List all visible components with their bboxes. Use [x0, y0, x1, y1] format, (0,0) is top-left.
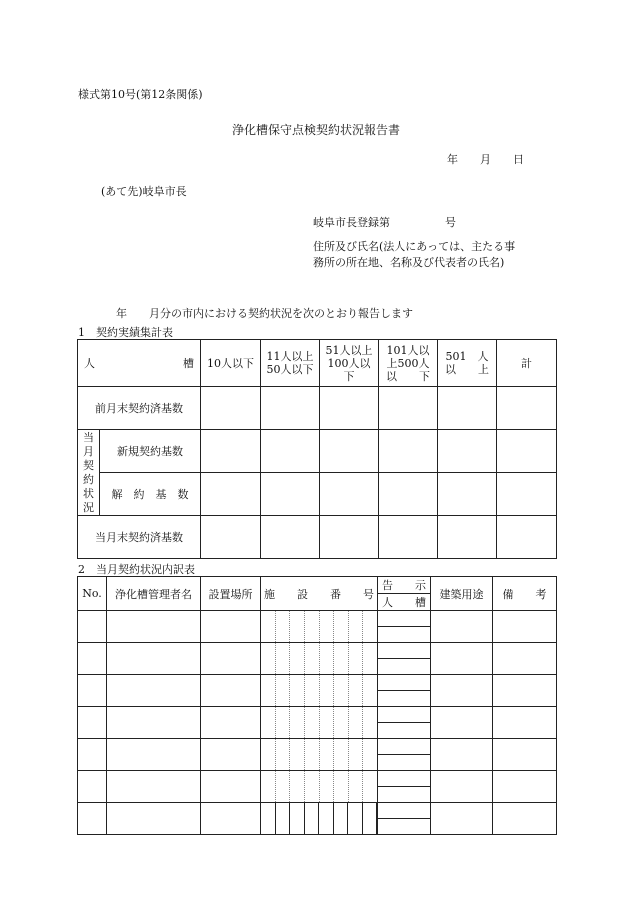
facility-digit-slot: [334, 739, 349, 770]
header-10-or-less: 10人以下: [201, 340, 261, 387]
cell[interactable]: [438, 430, 497, 473]
tank-subcell: [378, 658, 430, 674]
facility-digit-slot: [334, 707, 349, 738]
facility-digit-slot: [261, 707, 276, 738]
cell[interactable]: [497, 516, 557, 559]
cell[interactable]: [438, 387, 497, 430]
registration-number: 岐阜市長登録第 号: [313, 216, 456, 229]
header-tank-capacity: 人 槽: [378, 593, 430, 610]
facility-digit-slot: [334, 675, 349, 706]
facility-digit-slot: [290, 675, 305, 706]
cell-note[interactable]: [493, 611, 557, 643]
table-row: [78, 803, 557, 835]
cell-use[interactable]: [431, 707, 493, 739]
intro-text: 年 月分の市内における契約状況を次のとおり報告します: [116, 307, 413, 320]
facility-digit-slot: [363, 707, 377, 738]
facility-digit-grid: [261, 771, 377, 802]
tank-subcell: [378, 771, 430, 786]
header-person: 人: [84, 357, 95, 370]
cell-use[interactable]: [431, 675, 493, 707]
header-51-100-line3: 下: [343, 369, 355, 383]
cell[interactable]: [497, 387, 557, 430]
cell-use[interactable]: [431, 643, 493, 675]
cell-no[interactable]: [78, 771, 107, 803]
cell-facility[interactable]: [261, 675, 378, 707]
cell-use[interactable]: [431, 611, 493, 643]
section-2-heading: 2 当月契約状況内訳表: [78, 563, 195, 576]
cell-place[interactable]: [201, 707, 261, 739]
cell[interactable]: [320, 473, 379, 516]
cell-note[interactable]: [493, 803, 557, 835]
facility-digit-slot: [261, 803, 276, 834]
facility-digit-slot: [276, 643, 291, 674]
cell-facility[interactable]: [261, 643, 378, 675]
cell-tank[interactable]: [378, 739, 431, 771]
tank-split: [378, 803, 430, 834]
header-remarks: 備 考: [493, 577, 557, 611]
header-51-100: [320, 340, 379, 387]
facility-digit-slot: [363, 611, 377, 642]
facility-digit-slot: [320, 611, 335, 642]
facility-digit-slot: [363, 739, 377, 770]
cell-note[interactable]: [493, 643, 557, 675]
cell-manager[interactable]: [107, 611, 201, 643]
table-row: [78, 771, 557, 803]
table-row: [78, 739, 557, 771]
facility-digit-slot: [320, 739, 335, 770]
cell-manager[interactable]: [107, 803, 201, 835]
cell-place[interactable]: [201, 803, 261, 835]
header-total: 計: [497, 340, 557, 387]
tank-subcell: [378, 626, 430, 642]
facility-digit-slot: [334, 803, 349, 834]
facility-digit-slot: [305, 675, 320, 706]
cell-facility[interactable]: [261, 611, 378, 643]
cell-manager[interactable]: [107, 707, 201, 739]
cell-no[interactable]: [78, 611, 107, 643]
table-row: [78, 675, 557, 707]
tank-subcell: [378, 803, 430, 818]
facility-digit-slot: [363, 675, 377, 706]
facility-digit-slot: [320, 771, 335, 802]
cell[interactable]: [261, 430, 320, 473]
cell[interactable]: [320, 516, 379, 559]
facility-digit-slot: [305, 739, 320, 770]
cell[interactable]: [261, 387, 320, 430]
facility-digit-slot: [290, 771, 305, 802]
section-1-heading: 1 契約実績集計表: [78, 326, 173, 339]
form-number: 様式第10号(第12条関係): [78, 88, 203, 101]
tank-subcell: [378, 643, 430, 658]
cell-place[interactable]: [201, 739, 261, 771]
row-prev-month-contracts: 前月末契約済基数: [78, 387, 201, 430]
tank-subcell: [378, 786, 430, 802]
header-501-plus: [438, 340, 497, 387]
facility-digit-slot: [276, 707, 291, 738]
header-notice: 告 示: [382, 579, 426, 592]
cell-facility[interactable]: [261, 739, 378, 771]
addressee: (あて先)岐阜市長: [101, 185, 187, 198]
cell-tank[interactable]: [378, 803, 431, 835]
cell-tank[interactable]: [378, 675, 431, 707]
facility-digit-slot: [276, 739, 291, 770]
cell-no[interactable]: [78, 707, 107, 739]
facility-digit-slot: [305, 771, 320, 802]
facility-digit-slot: [261, 739, 276, 770]
facility-digit-slot: [348, 803, 363, 834]
facility-digit-grid: [261, 675, 377, 706]
header-11-50: [261, 340, 320, 387]
cell-facility[interactable]: [261, 707, 378, 739]
facility-digit-slot: [334, 611, 349, 642]
date-line: 年 月 日: [447, 153, 524, 166]
facility-digit-slot: [334, 643, 349, 674]
header-51-100-line1: 51人以上: [325, 343, 373, 357]
cell-facility[interactable]: [261, 771, 378, 803]
cell[interactable]: [261, 473, 320, 516]
header-building-use: 建築用途: [431, 577, 493, 611]
header-no: No.: [78, 577, 107, 611]
cell-note[interactable]: [493, 675, 557, 707]
cell-manager[interactable]: [107, 643, 201, 675]
cell-place[interactable]: [201, 675, 261, 707]
facility-digit-slot: [261, 771, 276, 802]
header-51-100-line2: 100人以: [327, 356, 371, 370]
facility-digit-slot: [305, 707, 320, 738]
cell[interactable]: [438, 516, 497, 559]
tank-subcell: [378, 707, 430, 722]
facility-digit-slot: [290, 611, 305, 642]
cell-place[interactable]: [201, 643, 261, 675]
cell-no[interactable]: [78, 739, 107, 771]
tank-split: [378, 771, 430, 802]
cell-no[interactable]: [78, 675, 107, 707]
tank-subcell: [378, 754, 430, 770]
row-month-end-contracts: 当月末契約済基数: [78, 516, 201, 559]
cell[interactable]: [379, 387, 438, 430]
facility-digit-slot: [319, 803, 334, 834]
facility-digit-slot: [261, 675, 276, 706]
facility-digit-slot: [334, 771, 349, 802]
cell[interactable]: [320, 430, 379, 473]
cell-note[interactable]: [493, 707, 557, 739]
header-101-500-line1: 101人以: [386, 343, 430, 357]
cell[interactable]: [379, 430, 438, 473]
tank-split: [378, 675, 430, 706]
address-line-2: 務所の所在地、名称及び代表者の氏名): [313, 256, 505, 269]
header-tank: 槽: [183, 357, 194, 370]
cell[interactable]: [201, 387, 261, 430]
facility-digit-slot: [305, 611, 320, 642]
header-101-500-line3: 以 下: [386, 369, 430, 383]
facility-digit-slot: [261, 643, 276, 674]
facility-digit-slot: [349, 675, 364, 706]
cell[interactable]: [379, 516, 438, 559]
cell-use[interactable]: [431, 771, 493, 803]
table-row: [78, 643, 557, 675]
facility-digit-grid: [261, 803, 377, 834]
header-install-place: 設置場所: [201, 577, 261, 611]
header-101-500-line2: 上500人: [386, 356, 430, 370]
facility-digit-slot: [349, 707, 364, 738]
cell-facility[interactable]: [261, 803, 378, 835]
form-title: 浄化槽保守点検契約状況報告書: [232, 123, 401, 137]
facility-digit-slot: [349, 643, 364, 674]
cell[interactable]: [438, 473, 497, 516]
table-row: [78, 707, 557, 739]
header-11-50-line1: 11人以上: [266, 350, 314, 363]
header-facility-number: 施 設 番 号: [261, 577, 378, 611]
cell-place[interactable]: [201, 611, 261, 643]
cell-manager[interactable]: [107, 675, 201, 707]
header-501-plus-line1: 501 人: [445, 350, 489, 363]
header-11-50-line2: 50人以下: [266, 363, 314, 376]
cell[interactable]: [379, 473, 438, 516]
facility-digit-grid: [261, 611, 377, 642]
cell-use[interactable]: [431, 803, 493, 835]
tank-subcell: [378, 690, 430, 706]
cell[interactable]: [497, 430, 557, 473]
facility-digit-slot: [363, 803, 378, 834]
tank-subcell: [378, 722, 430, 738]
facility-digit-slot: [363, 643, 377, 674]
cell[interactable]: [201, 430, 261, 473]
table-row: [78, 611, 557, 643]
facility-digit-slot: [276, 771, 291, 802]
tank-subcell: [378, 739, 430, 754]
facility-digit-slot: [276, 803, 291, 834]
facility-digit-slot: [349, 771, 364, 802]
cell-note[interactable]: [493, 771, 557, 803]
facility-digit-slot: [363, 771, 377, 802]
cell[interactable]: [261, 516, 320, 559]
facility-digit-slot: [290, 803, 305, 834]
facility-digit-grid: [261, 643, 377, 674]
facility-digit-slot: [290, 707, 305, 738]
facility-digit-slot: [320, 643, 335, 674]
tank-subcell: [378, 611, 430, 626]
facility-digit-slot: [305, 643, 320, 674]
cell-use[interactable]: [431, 739, 493, 771]
facility-digit-slot: [349, 611, 364, 642]
row-cancellations: 解 約 基 数: [100, 473, 201, 516]
header-person-tank: [78, 340, 201, 387]
address-line-1: 住所及び氏名(法人にあっては、主たる事: [313, 240, 516, 253]
tank-subcell: [378, 675, 430, 690]
cell[interactable]: [201, 473, 261, 516]
row-new-contracts: 新規契約基数: [100, 430, 201, 473]
facility-digit-slot: [349, 739, 364, 770]
cell-tank[interactable]: [378, 643, 431, 675]
header-501-plus-line2: 以 上: [445, 363, 489, 376]
cell[interactable]: [497, 473, 557, 516]
cell-no[interactable]: [78, 803, 107, 835]
cell-manager[interactable]: [107, 771, 201, 803]
header-notice-tank: [378, 577, 431, 611]
cell-manager[interactable]: [107, 739, 201, 771]
facility-digit-slot: [276, 675, 291, 706]
facility-digit-slot: [290, 643, 305, 674]
tank-subcell: [378, 818, 430, 834]
cell-no[interactable]: [78, 643, 107, 675]
facility-digit-slot: [276, 611, 291, 642]
cell-tank[interactable]: [378, 707, 431, 739]
tank-split: [378, 707, 430, 738]
facility-digit-slot: [261, 611, 276, 642]
facility-digit-slot: [290, 739, 305, 770]
facility-digit-slot: [305, 803, 320, 834]
facility-digit-slot: [320, 675, 335, 706]
tank-split: [378, 611, 430, 642]
cell-tank[interactable]: [378, 771, 431, 803]
cell[interactable]: [201, 516, 261, 559]
tank-split: [378, 643, 430, 674]
cell-place[interactable]: [201, 771, 261, 803]
cell-tank[interactable]: [378, 611, 431, 643]
facility-digit-grid: [261, 739, 377, 770]
cell[interactable]: [320, 387, 379, 430]
current-month-group-label: 当 月 契 約 状 況: [78, 430, 100, 516]
contract-detail-table: [77, 576, 557, 835]
tank-split: [378, 739, 430, 770]
header-101-500: [379, 340, 438, 387]
cell-note[interactable]: [493, 739, 557, 771]
facility-digit-grid: [261, 707, 377, 738]
facility-digit-slot: [320, 707, 335, 738]
header-manager-name: 浄化槽管理者名: [107, 577, 201, 611]
contract-summary-table: [77, 339, 557, 559]
